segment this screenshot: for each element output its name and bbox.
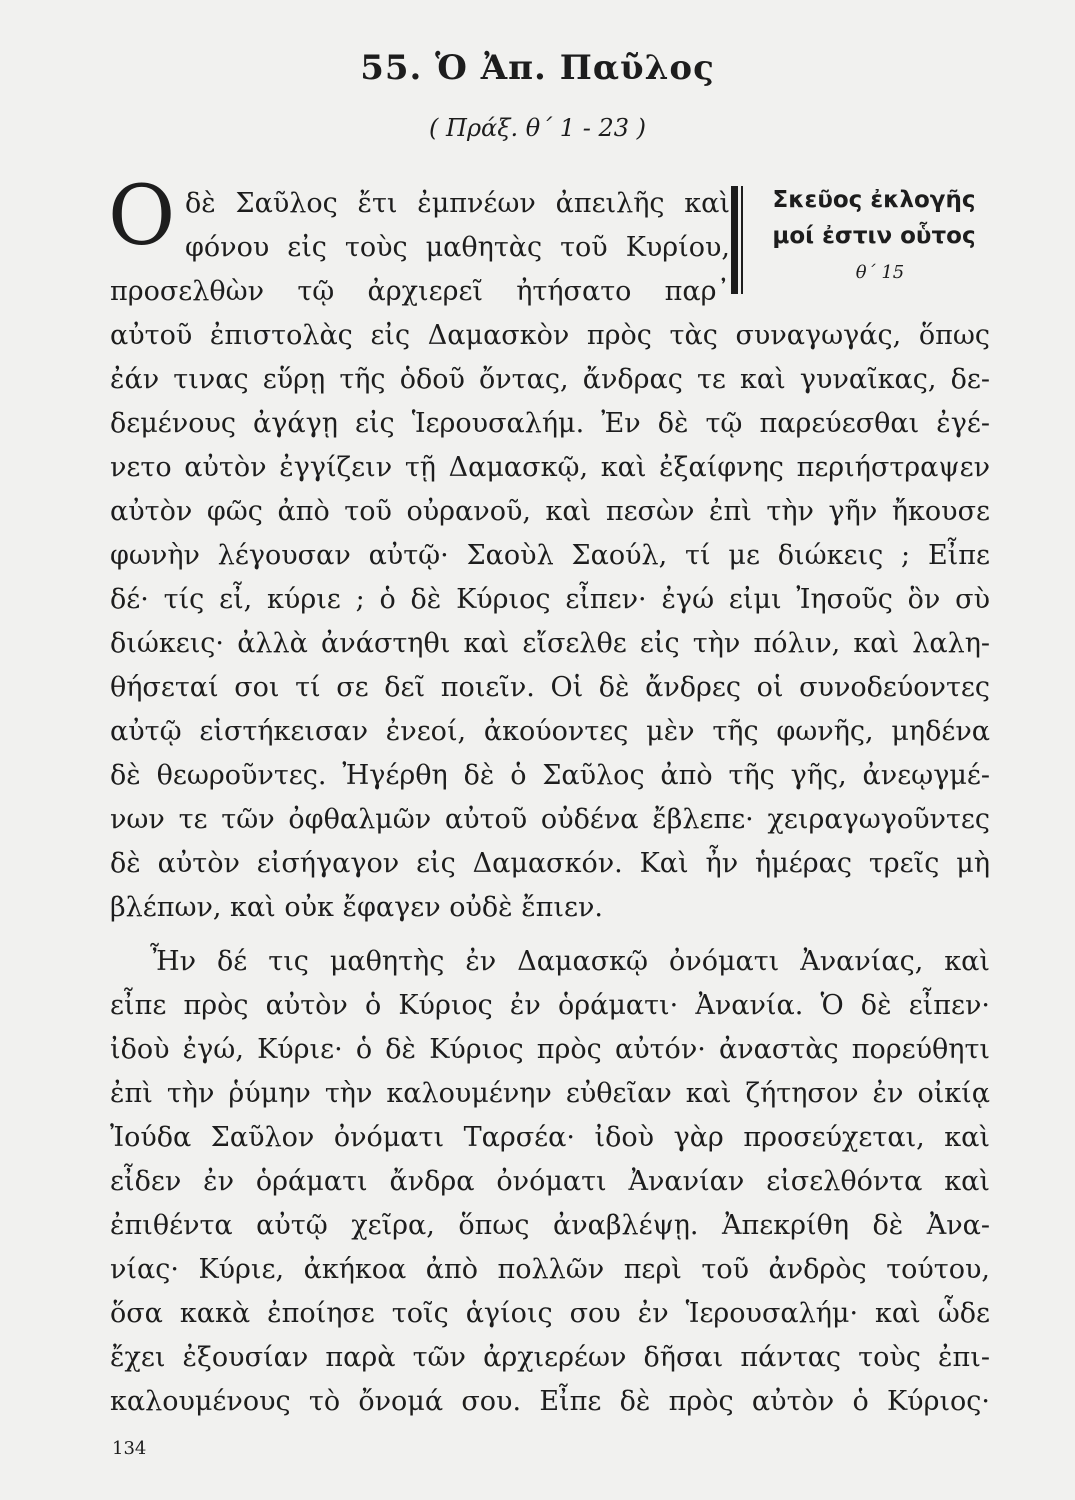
text-line: δὲ Σαῦλος ἔτι ἐμπνέων ἀπειλῆς καὶ	[185, 188, 730, 219]
text-line: νων τε τῶν ὀφθαλμῶν αὐτοῦ οὐδένα ἔβλεπε· χειραγωγοῦντες	[110, 804, 990, 835]
text-line: ἔχει ἐξουσίαν παρὰ τῶν ἀρχιερέων δῆσαι πάντας τοὺς ἐπι-	[110, 1342, 990, 1373]
scripture-reference: ( Πράξ. θ΄ 1 - 23 )	[429, 114, 646, 142]
text-line: δὲ θεωροῦντες. Ἠγέρθη δὲ ὁ Σαῦλος ἀπὸ τῆς γῆς, ἀνεῳγμέ-	[110, 760, 990, 791]
text-line: Ἰούδα Σαῦλον ὀνόματι Ταρσέα· ἰδοὺ γὰρ προσεύχεται, καὶ	[110, 1122, 990, 1153]
text-line: νετο αὐτὸν ἐγγίζειν τῇ Δαμασκῷ, καὶ ἐξαίφνης περιήστραψεν	[110, 452, 990, 483]
drop-cap: Ο	[108, 169, 176, 264]
text-line: αὐτὸν φῶς ἀπὸ τοῦ οὐρανοῦ, καὶ πεσὼν ἐπὶ τὴν γῆν ἤκουσε	[110, 496, 990, 527]
sidebar-rule-thin	[741, 186, 743, 294]
sidebar-rule-thick	[731, 186, 738, 294]
text-line: προσελθὼν τῷ ἀρχιερεῖ ἠτήσατο παρ᾽	[110, 276, 730, 307]
sidebar-motto-line: Σκεῦος ἐκλογῆς	[772, 187, 976, 213]
text-line: δέ· τίς εἶ, κύριε ; ὁ δὲ Κύριος εἶπεν· ἐγώ εἰμι Ἰησοῦς ὃν σὺ	[110, 584, 990, 615]
text-line: ἐπιθέντα αὐτῷ χεῖρα, ὅπως ἀναβλέψῃ. Ἀπεκρίθη δὲ Ἀνα-	[110, 1210, 990, 1241]
chapter-title: 55. Ὁ Ἀπ. Παῦλος	[360, 48, 715, 88]
text-line: εἶδεν ἐν ὁράματι ἄνδρα ὀνόματι Ἀνανίαν εἰσελθόντα καὶ	[110, 1166, 990, 1197]
text-line: εἶπε πρὸς αὐτὸν ὁ Κύριος ἐν ὁράματι· Ἀνανία. Ὁ δὲ εἶπεν·	[110, 990, 990, 1021]
text-line: δὲ αὐτὸν εἰσήγαγον εἰς Δαμασκόν. Καὶ ἦν ἡμέρας τρεῖς μὴ	[110, 848, 990, 879]
text-line: φόνου εἰς τοὺς μαθητὰς τοῦ Κυρίου,	[185, 232, 730, 263]
sidebar-reference: θ΄ 15	[855, 262, 905, 283]
text-line: αὐτοῦ ἐπιστολὰς εἰς Δαμασκὸν πρὸς τὰς συναγωγάς, ὅπως	[110, 320, 990, 351]
text-line: νίας· Κύριε, ἀκήκοα ἀπὸ πολλῶν περὶ τοῦ ἀνδρὸς τούτου,	[110, 1254, 990, 1285]
text-line: βλέπων, καὶ οὐκ ἔφαγεν οὐδὲ ἔπιεν.	[110, 892, 604, 923]
text-line: θήσεταί σοι τί σε δεῖ ποιεῖν. Οἱ δὲ ἄνδρες οἱ συνοδεύοντες	[110, 672, 990, 703]
text-line: φωνὴν λέγουσαν αὐτῷ· Σαοὺλ Σαούλ, τί με διώκεις ; Εἶπε	[110, 540, 990, 571]
text-line: ἐπὶ τὴν ῥύμην τὴν καλουμένην εὐθεῖαν καὶ ζήτησον ἐν οἰκίᾳ	[110, 1078, 990, 1109]
sidebar-motto	[758, 182, 990, 254]
text-line: δεμένους ἀγάγῃ εἰς Ἱερουσαλήμ. Ἐν δὲ τῷ παρεύεσθαι ἐγέ-	[110, 408, 990, 439]
text-line: Ἦν δέ τις μαθητὴς ἐν Δαμασκῷ ὀνόματι Ἀνανίας, καὶ	[150, 946, 990, 977]
page-number: 134	[112, 1438, 147, 1459]
text-line: διώκεις· ἀλλὰ ἀνάστηθι καὶ εἴσελθε εἰς τὴν πόλιν, καὶ λαλη-	[110, 628, 990, 659]
text-line: ἐάν τινας εὕρῃ τῆς ὁδοῦ ὄντας, ἄνδρας τε καὶ γυναῖκας, δε-	[110, 364, 990, 395]
text-line: αὐτῷ εἱστήκεισαν ἐνεοί, ἀκούοντες μὲν τῆς φωνῆς, μηδένα	[110, 716, 990, 747]
text-line: ὅσα κακὰ ἐποίησε τοῖς ἁγίοις σου ἐν Ἱερουσαλήμ· καὶ ὧδε	[110, 1298, 990, 1329]
sidebar-motto-line: μοί ἐστιν οὗτος	[772, 223, 976, 249]
text-line: καλουμένους τὸ ὄνομά σου. Εἶπε δὲ πρὸς αὐτὸν ὁ Κύριος·	[110, 1386, 990, 1417]
text-line: ἰδοὺ ἐγώ, Κύριε· ὁ δὲ Κύριος πρὸς αὐτόν· ἀναστὰς πορεύθητι	[110, 1034, 990, 1065]
